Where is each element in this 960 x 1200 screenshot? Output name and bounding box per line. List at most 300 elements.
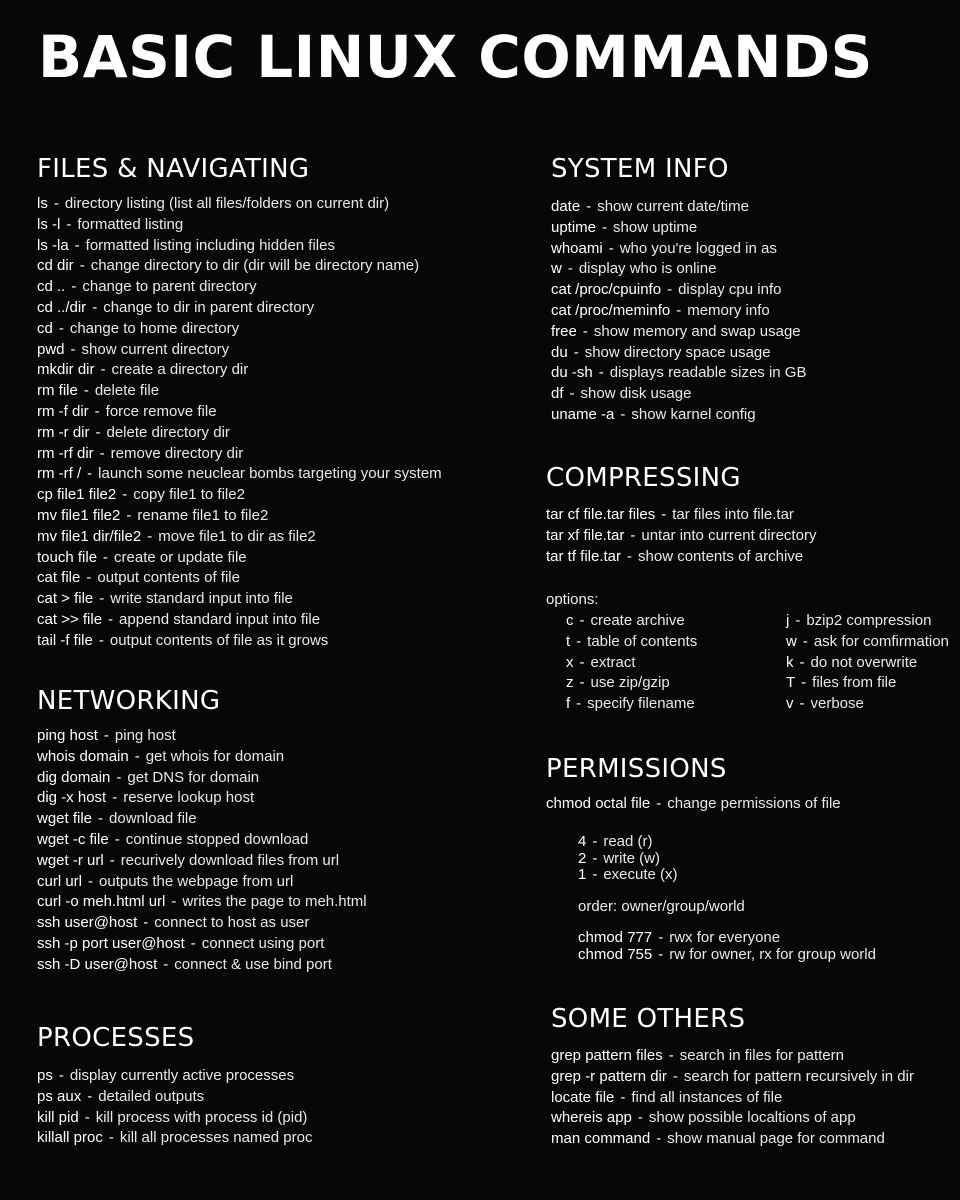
separator-dash: - [53,195,59,212]
command-description: connect & use bind port [174,955,332,973]
command-row [551,1067,914,1088]
separator-dash: - [86,569,92,587]
command-row [37,319,442,340]
command-text: ssh -p port user@host [37,934,185,952]
command-text: whereis app [551,1109,632,1127]
command-text: ps [37,1067,53,1084]
command-description: delete directory dir [106,423,230,441]
separator-dash: - [799,695,805,713]
command-text: tar tf file.tar [546,547,622,565]
command-text: uptime [551,218,597,236]
command-text: cd [37,319,53,337]
separator-dash: - [114,830,120,848]
command-description: get DNS for domain [127,768,260,786]
separator-dash: - [88,872,94,890]
separator-dash: - [658,945,664,963]
command-description: specify filename [587,695,695,713]
command-row [551,218,806,239]
separator-dash: - [79,257,85,275]
command-row [37,830,367,851]
separator-dash: - [579,653,585,671]
command-description: change to parent directory [82,278,257,296]
separator-dash: - [190,934,196,952]
command-row [37,1128,312,1149]
command-description: change directory to dir (dir will be directory name) [90,257,420,275]
command-row [37,360,442,381]
command-description: output contents of file [97,569,240,587]
command-description: show current directory [81,340,230,358]
command-row [566,632,697,653]
command-text: f [566,695,571,713]
separator-dash: - [116,768,122,786]
command-row [37,851,367,872]
command-text: cp file1 file2 [37,486,117,504]
command-list [546,505,816,567]
command-text: wget -r url [37,851,104,869]
separator-dash: - [592,849,598,867]
command-text: chmod 755 [578,945,653,963]
command-row [551,301,806,322]
command-row [551,405,806,426]
command-row [37,892,367,913]
command-row [551,384,806,405]
command-list [551,197,806,426]
command-description: create a directory dir [111,361,249,379]
command-description: who you're logged in as [619,239,777,257]
command-description: continue stopped download [125,830,309,848]
command-description: writes the page to meh.html [182,893,367,911]
separator-dash: - [100,361,106,379]
command-row [37,768,367,789]
separator-dash: - [582,322,588,340]
command-description: ping host [114,727,176,744]
command-row [566,694,697,715]
command-text: mv file1 file2 [37,506,121,524]
command-list [37,194,442,652]
separator-dash: - [147,527,153,545]
command-row [566,611,697,632]
separator-dash: - [95,423,101,441]
separator-dash: - [58,1067,64,1084]
command-text: wget file [37,810,93,828]
command-text: c [566,612,574,629]
separator-dash: - [66,215,72,233]
command-text: 1 [578,866,587,883]
command-text: mkdir dir [37,361,95,379]
section-title: NETWORKING [37,686,221,716]
section-permissions [546,756,841,815]
separator-dash: - [134,747,140,765]
separator-dash: - [658,929,664,946]
command-description: move file1 to dir as file2 [158,527,316,545]
command-text: man command [551,1130,651,1148]
options-label: options: [546,591,599,608]
command-text: killall proc [37,1129,103,1147]
command-description: display cpu info [678,281,782,299]
command-description: write (w) [603,849,661,867]
separator-dash: - [620,1088,626,1106]
command-row [786,632,949,653]
separator-dash: - [94,402,100,420]
command-description: search in files for pattern [679,1047,844,1064]
command-description: table of contents [587,632,698,650]
command-description: copy file1 to file2 [133,486,245,504]
separator-dash: - [92,298,98,316]
separator-dash: - [103,727,109,744]
command-text: touch file [37,548,98,566]
command-text: locate file [551,1088,615,1106]
command-text: ls -l [37,215,61,233]
command-row [37,1066,312,1087]
section-networking [37,688,367,976]
section-title: SOME OTHERS [551,1004,746,1034]
command-text: curl url [37,872,83,890]
section-title: PROCESSES [37,1023,195,1053]
command-row [37,610,442,631]
separator-dash: - [630,526,636,544]
separator-dash: - [109,851,115,869]
command-text: z [566,674,574,692]
command-row [37,1108,312,1129]
command-row [37,955,367,976]
separator-dash: - [108,610,114,628]
command-text: uname -a [551,405,615,423]
command-list [546,794,841,815]
command-row [546,505,816,526]
command-description: formatted listing including hidden files [85,236,335,254]
separator-dash: - [598,364,604,382]
separator-dash: - [579,674,585,692]
command-row [578,834,678,851]
command-row [37,872,367,893]
separator-dash: - [569,385,575,403]
command-text: ssh user@host [37,914,138,932]
section-compressing [546,465,816,567]
options-list-left [566,611,697,715]
command-text: ls -la [37,236,69,254]
command-description: create or update file [114,548,247,566]
command-text: pwd [37,340,65,358]
command-text: mv file1 dir/file2 [37,527,142,545]
separator-dash: - [98,810,104,828]
command-description: show uptime [613,218,698,236]
command-text: wget -c file [37,830,109,848]
separator-dash: - [637,1109,643,1127]
command-row [37,568,442,589]
command-description: change to dir in parent directory [103,298,315,316]
command-row [551,1088,914,1109]
command-row [786,653,949,674]
command-row [37,506,442,527]
command-description: launch some neuclear bombs targeting your system [98,465,442,483]
command-row [546,547,816,568]
command-text: chmod 777 [578,929,653,946]
command-description: recurively download files from url [120,851,340,869]
command-description: show memory and swap usage [593,322,801,340]
command-text: date [551,198,581,215]
command-row [37,298,442,319]
separator-dash: - [795,612,801,629]
section-title: FILES & NAVIGATING [37,154,310,184]
separator-dash: - [171,893,177,911]
command-text: tail -f file [37,631,93,649]
command-description: write standard input into file [110,590,293,608]
command-description: use zip/gzip [590,674,670,692]
options-list-right [786,611,949,715]
command-row [578,947,876,964]
separator-dash: - [99,590,105,608]
command-description: kill all processes named proc [119,1129,313,1147]
separator-dash: - [672,1067,678,1085]
separator-dash: - [592,866,598,883]
command-text: du -sh [551,364,593,382]
command-text: cat /proc/cpuinfo [551,281,662,299]
command-row [551,197,806,218]
command-row [37,340,442,361]
separator-dash: - [143,914,149,932]
command-row [37,381,442,402]
section-system-info [551,156,806,426]
command-text: cd .. [37,278,66,296]
command-description: append standard input into file [119,610,321,628]
separator-dash: - [668,1047,674,1064]
command-row [551,1108,914,1129]
command-description: show current date/time [597,198,749,215]
separator-dash: - [98,631,104,649]
separator-dash: - [656,1130,662,1148]
command-text: chmod octal file [546,795,651,812]
command-text: v [786,695,794,713]
separator-dash: - [122,486,128,504]
command-row [551,1129,914,1150]
separator-dash: - [74,236,80,254]
command-row [786,611,949,632]
command-description: connect using port [201,934,325,952]
command-row [37,1087,312,1108]
command-row [566,673,697,694]
command-description: show disk usage [580,385,692,403]
command-row [566,653,697,674]
command-text: whoami [551,239,603,257]
command-row [37,631,442,652]
separator-dash: - [608,239,614,257]
command-row [37,809,367,830]
command-row [546,526,816,547]
command-text: dig domain [37,768,111,786]
separator-dash: - [667,281,673,299]
command-text: ps aux [37,1087,82,1105]
command-description: display who is online [578,260,717,278]
command-description: ask for comfirmation [813,632,949,650]
command-text: rm -rf dir [37,444,94,462]
command-text: ssh -D user@host [37,955,158,973]
command-text: grep pattern files [551,1047,663,1064]
command-row [786,673,949,694]
command-row [37,726,367,747]
command-text: t [566,632,571,650]
command-list [551,1046,914,1150]
separator-dash: - [71,278,77,296]
command-description: execute (x) [603,866,678,883]
separator-dash: - [567,260,573,278]
command-row [37,913,367,934]
command-row [37,277,442,298]
command-description: directory listing (list all files/folders on current dir) [64,195,390,212]
command-text: rm file [37,382,78,400]
separator-dash: - [801,674,807,692]
separator-dash: - [799,653,805,671]
separator-dash: - [620,405,626,423]
command-row [578,851,678,868]
command-row [37,527,442,548]
command-description: delete file [94,382,160,400]
separator-dash: - [656,795,662,812]
command-text: 4 [578,833,587,850]
command-row [546,794,841,815]
section-title: COMPRESSING [546,463,741,493]
command-description: do not overwrite [810,653,918,671]
command-text: rm -rf / [37,465,82,483]
command-description: untar into current directory [641,526,817,544]
command-description: display currently active processes [69,1067,295,1084]
command-description: remove directory dir [110,444,244,462]
command-description: kill process with process id (pid) [95,1108,308,1126]
command-description: bzip2 compression [806,612,932,629]
command-text: w [551,260,562,278]
command-description: show contents of archive [638,547,804,565]
command-row [37,215,442,236]
separator-dash: - [676,301,682,319]
command-description: rwx for everyone [669,929,781,946]
separator-dash: - [802,632,808,650]
command-row [551,363,806,384]
command-text: j [786,612,790,629]
command-text: grep -r pattern dir [551,1067,667,1085]
command-text: cat > file [37,590,94,608]
command-row [578,930,876,947]
command-row [37,194,442,215]
separator-dash: - [87,465,93,483]
command-description: memory info [687,301,770,319]
command-row [37,747,367,768]
command-description: get whois for domain [145,747,285,765]
command-text: x [566,653,574,671]
command-description: change to home directory [69,319,240,337]
command-text: tar xf file.tar [546,526,625,544]
command-row [37,464,442,485]
command-row [37,444,442,465]
command-row [37,788,367,809]
command-row [37,934,367,955]
command-description: show manual page for command [667,1130,885,1148]
command-text: ping host [37,727,98,744]
separator-dash: - [58,319,64,337]
chmod-examples-list [578,930,876,963]
section-processes [37,1025,312,1149]
separator-dash: - [99,444,105,462]
command-description: create archive [590,612,685,629]
separator-dash: - [573,343,579,361]
command-row [37,548,442,569]
command-row [551,343,806,364]
section-files-navigating [37,156,442,652]
command-description: outputs the webpage from url [99,872,294,890]
command-text: ls [37,195,48,212]
separator-dash: - [592,833,598,850]
command-text: whois domain [37,747,129,765]
command-description: rw for owner, rx for group world [669,945,876,963]
command-description: change permissions of file [667,795,841,812]
command-description: show directory space usage [584,343,771,361]
command-row [37,236,442,257]
command-row [37,402,442,423]
command-description: read (r) [603,833,653,850]
command-description: search for pattern recursively in dir [683,1067,914,1085]
command-description: reserve lookup host [123,789,255,807]
command-row [551,1046,914,1067]
command-description: extract [590,653,636,671]
separator-dash: - [126,506,132,524]
section-title: SYSTEM INFO [551,154,729,184]
command-description: rename file1 to file2 [137,506,269,524]
separator-dash: - [108,1129,114,1147]
command-row [551,259,806,280]
command-row [37,256,442,277]
command-description: show possible localtions of app [648,1109,856,1127]
command-text: cat /proc/meminfo [551,301,671,319]
command-text: T [786,674,796,692]
command-text: cd dir [37,257,74,275]
command-text: df [551,385,564,403]
permission-order-note: order: owner/group/world [578,898,745,915]
section-title: PERMISSIONS [546,754,727,784]
command-text: du [551,343,568,361]
command-text: kill pid [37,1108,79,1126]
separator-dash: - [84,1108,90,1126]
command-description: show karnel config [631,405,756,423]
command-description: find all instances of file [631,1088,783,1106]
command-description: verbose [810,695,864,713]
command-text: cat file [37,569,81,587]
command-description: connect to host as user [154,914,310,932]
command-description: force remove file [105,402,217,420]
page-title: BASIC LINUX COMMANDS [38,23,873,91]
command-list [37,726,367,976]
command-row [551,322,806,343]
separator-dash: - [576,632,582,650]
command-text: dig -x host [37,789,107,807]
command-row [551,280,806,301]
command-row [37,423,442,444]
separator-dash: - [70,340,76,358]
command-text: 2 [578,849,587,867]
separator-dash: - [103,548,109,566]
command-text: free [551,322,577,340]
command-row [551,239,806,260]
separator-dash: - [163,955,169,973]
command-description: detailed outputs [98,1087,205,1105]
separator-dash: - [576,695,582,713]
command-description: displays readable sizes in GB [609,364,807,382]
command-description: files from file [812,674,897,692]
command-text: cd ../dir [37,298,87,316]
separator-dash: - [602,218,608,236]
command-text: tar cf file.tar files [546,506,656,523]
separator-dash: - [83,382,89,400]
command-row [37,485,442,506]
separator-dash: - [87,1087,93,1105]
separator-dash: - [112,789,118,807]
